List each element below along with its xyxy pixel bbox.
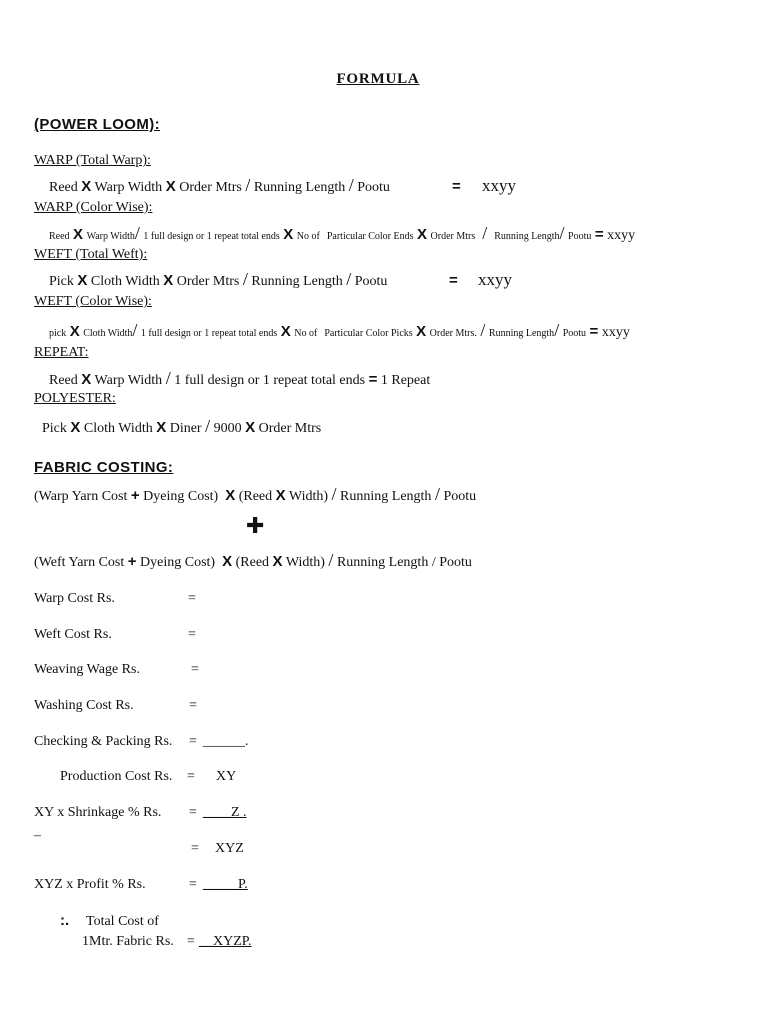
- formula-term: (Reed: [238, 489, 273, 504]
- polyester-label: POLYESTER:: [34, 391, 116, 406]
- formula-term: Running Length: [251, 274, 343, 289]
- formula-term: Pootu: [443, 489, 477, 504]
- divide-symbol: /: [205, 416, 211, 436]
- profit-label: XYZ x Profit % Rs.: [34, 877, 146, 892]
- big-plus-icon: ✚: [246, 513, 265, 538]
- dash-mark: –: [34, 828, 41, 843]
- warp-yarn-cost-formula: [34, 484, 476, 505]
- polyester-formula: [42, 416, 321, 437]
- divide-symbol: /: [348, 175, 354, 195]
- divide-symbol: /: [480, 320, 486, 340]
- formula-term: Width): [285, 555, 325, 570]
- formula-result: xxyy: [607, 228, 636, 243]
- equals-symbol: =: [189, 734, 197, 749]
- total-cost-label: Total Cost of: [86, 914, 159, 929]
- formula-term: Cloth Width: [90, 274, 160, 289]
- formula-term: Order Mtrs: [179, 180, 242, 195]
- multiply-symbol: X: [280, 323, 291, 340]
- xyz-value: XYZ: [215, 841, 244, 856]
- formula-term: No of: [296, 231, 320, 242]
- multiply-symbol: X: [165, 178, 176, 195]
- checking-packing-value: ______.: [203, 734, 249, 749]
- formula-term: 1 full design or 1 repeat total ends: [174, 373, 366, 388]
- checking-packing-label: Checking & Packing Rs.: [34, 734, 173, 749]
- equals-symbol: =: [368, 371, 378, 388]
- plus-symbol: +: [127, 553, 137, 570]
- multiply-symbol: X: [69, 323, 80, 340]
- shrinkage-value: ____Z .: [203, 805, 247, 820]
- repeat-label: REPEAT:: [34, 345, 89, 360]
- multiply-symbol: X: [70, 419, 81, 436]
- formula-term: Reed: [49, 373, 78, 388]
- formula-result: xxyy: [482, 176, 516, 195]
- warp-total-label: WARP (Total Warp):: [34, 153, 151, 168]
- repeat-formula: [49, 368, 430, 389]
- formula-term: No of: [294, 328, 318, 339]
- equals-symbol: =: [589, 323, 599, 340]
- formula-term: 1 full design or 1 repeat total ends: [140, 328, 278, 339]
- weft-total-formula: [49, 269, 387, 290]
- weft-color-formula: [49, 320, 630, 341]
- divide-symbol: /: [346, 269, 352, 289]
- formula-term: Running Length: [488, 328, 555, 339]
- multiply-symbol: X: [225, 487, 236, 504]
- formula-term: pick: [49, 328, 67, 339]
- equals-symbol: =: [452, 178, 461, 195]
- divide-symbol: /: [242, 269, 248, 289]
- divide-symbol: /: [434, 484, 440, 504]
- multiply-symbol: X: [272, 553, 283, 570]
- shrinkage-label: XY x Shrinkage % Rs.: [34, 805, 162, 820]
- formula-term: Pootu: [568, 231, 592, 242]
- total-cost-value: __XYZP.: [199, 934, 252, 949]
- equals-symbol: =: [189, 877, 197, 892]
- formula-term: Reed: [49, 180, 78, 195]
- formula-term: 9000: [213, 421, 242, 436]
- multiply-symbol: X: [417, 226, 428, 243]
- formula-term: Order Mtrs: [430, 231, 476, 242]
- weft-cost-label: Weft Cost Rs.: [34, 627, 112, 642]
- formula-term: Pootu: [357, 180, 390, 195]
- formula-term: (Reed: [235, 555, 270, 570]
- weft-total-label: WEFT (Total Weft):: [34, 247, 148, 262]
- divide-symbol: /: [245, 175, 251, 195]
- formula-term: Pick: [49, 274, 74, 289]
- formula-term: Cloth Width: [83, 328, 133, 339]
- formula-term: Running Length: [253, 180, 346, 195]
- weft-yarn-cost-formula: [34, 550, 472, 571]
- divide-symbol: /: [559, 223, 565, 243]
- equals-symbol: =: [191, 662, 199, 677]
- formula-term: Running Length: [340, 489, 432, 504]
- multiply-symbol: X: [275, 487, 286, 504]
- formula-term: Warp Width: [86, 231, 135, 242]
- divide-symbol: /: [165, 368, 171, 388]
- formula-term: Warp Width: [94, 373, 163, 388]
- divide-symbol: /: [134, 223, 140, 243]
- formula-result: xxyy: [478, 270, 512, 289]
- divide-symbol: /: [554, 320, 560, 340]
- equals-symbol: =: [187, 769, 195, 784]
- formula-result: 1 Repeat: [380, 373, 431, 388]
- formula-term: Pootu: [354, 274, 388, 289]
- multiply-symbol: X: [156, 419, 167, 436]
- production-cost-value: XY: [216, 769, 237, 784]
- formula-term: Running Length / Pootu: [336, 555, 472, 570]
- multiply-symbol: X: [222, 553, 233, 570]
- equals-symbol: =: [187, 934, 195, 949]
- formula-term: Cloth Width: [83, 421, 153, 436]
- weaving-wage-label: Weaving Wage Rs.: [34, 662, 140, 677]
- equals-symbol: =: [449, 272, 458, 289]
- formula-term: Width): [288, 489, 329, 504]
- multiply-symbol: X: [73, 226, 84, 243]
- multiply-symbol: X: [245, 419, 256, 436]
- plus-symbol: +: [130, 487, 140, 504]
- formula-term: (Weft Yarn Cost: [34, 555, 125, 570]
- equals-symbol: =: [188, 627, 196, 642]
- power-loom-heading: (POWER LOOM):: [34, 116, 161, 133]
- equals-symbol: =: [188, 591, 196, 606]
- multiply-symbol: X: [416, 323, 427, 340]
- equals-symbol: =: [189, 698, 197, 713]
- formula-term: Reed: [49, 231, 70, 242]
- divide-symbol: /: [132, 320, 138, 340]
- formula-term: Order Mtrs: [176, 274, 240, 289]
- equals-symbol: =: [189, 805, 197, 820]
- formula-term: (Warp Yarn Cost: [34, 489, 128, 504]
- formula-term: Order Mtrs.: [429, 328, 477, 339]
- formula-term: Particular Color Ends: [326, 231, 414, 242]
- divide-symbol: /: [328, 550, 334, 570]
- formula-term: Running Length: [494, 231, 560, 242]
- production-cost-label: Production Cost Rs.: [60, 769, 173, 784]
- formula-term: Dyeing Cost): [143, 489, 219, 504]
- therefore-symbol: :.: [60, 912, 70, 929]
- document-title: FORMULA: [336, 71, 420, 87]
- equals-symbol: =: [191, 841, 199, 856]
- formula-term: Order Mtrs: [258, 421, 322, 436]
- formula-term: Warp Width: [94, 180, 163, 195]
- multiply-symbol: X: [77, 272, 88, 289]
- formula-term: Pick: [42, 421, 67, 436]
- warp-color-label: WARP (Color Wise):: [34, 200, 153, 215]
- multiply-symbol: X: [163, 272, 174, 289]
- divide-symbol: /: [482, 223, 488, 243]
- formula-result: xxyy: [601, 325, 630, 340]
- warp-cost-label: Warp Cost Rs.: [34, 591, 115, 606]
- washing-cost-label: Washing Cost Rs.: [34, 698, 134, 713]
- weft-color-label: WEFT (Color Wise):: [34, 294, 152, 309]
- warp-total-formula: [49, 175, 390, 196]
- warp-color-formula: [49, 223, 635, 244]
- profit-value: _____P.: [203, 877, 248, 892]
- total-cost-label-line2: 1Mtr. Fabric Rs.: [82, 934, 174, 949]
- formula-term: Particular Color Picks: [324, 328, 413, 339]
- formula-term: Pootu: [562, 328, 587, 339]
- multiply-symbol: X: [283, 226, 294, 243]
- multiply-symbol: X: [81, 178, 92, 195]
- formula-term: 1 full design or 1 repeat total ends: [143, 231, 280, 242]
- divide-symbol: /: [331, 484, 337, 504]
- multiply-symbol: X: [81, 371, 92, 388]
- formula-term: Diner: [169, 421, 202, 436]
- formula-term: Dyeing Cost): [140, 555, 216, 570]
- fabric-costing-heading: FABRIC COSTING:: [34, 459, 174, 476]
- equals-symbol: =: [594, 226, 604, 243]
